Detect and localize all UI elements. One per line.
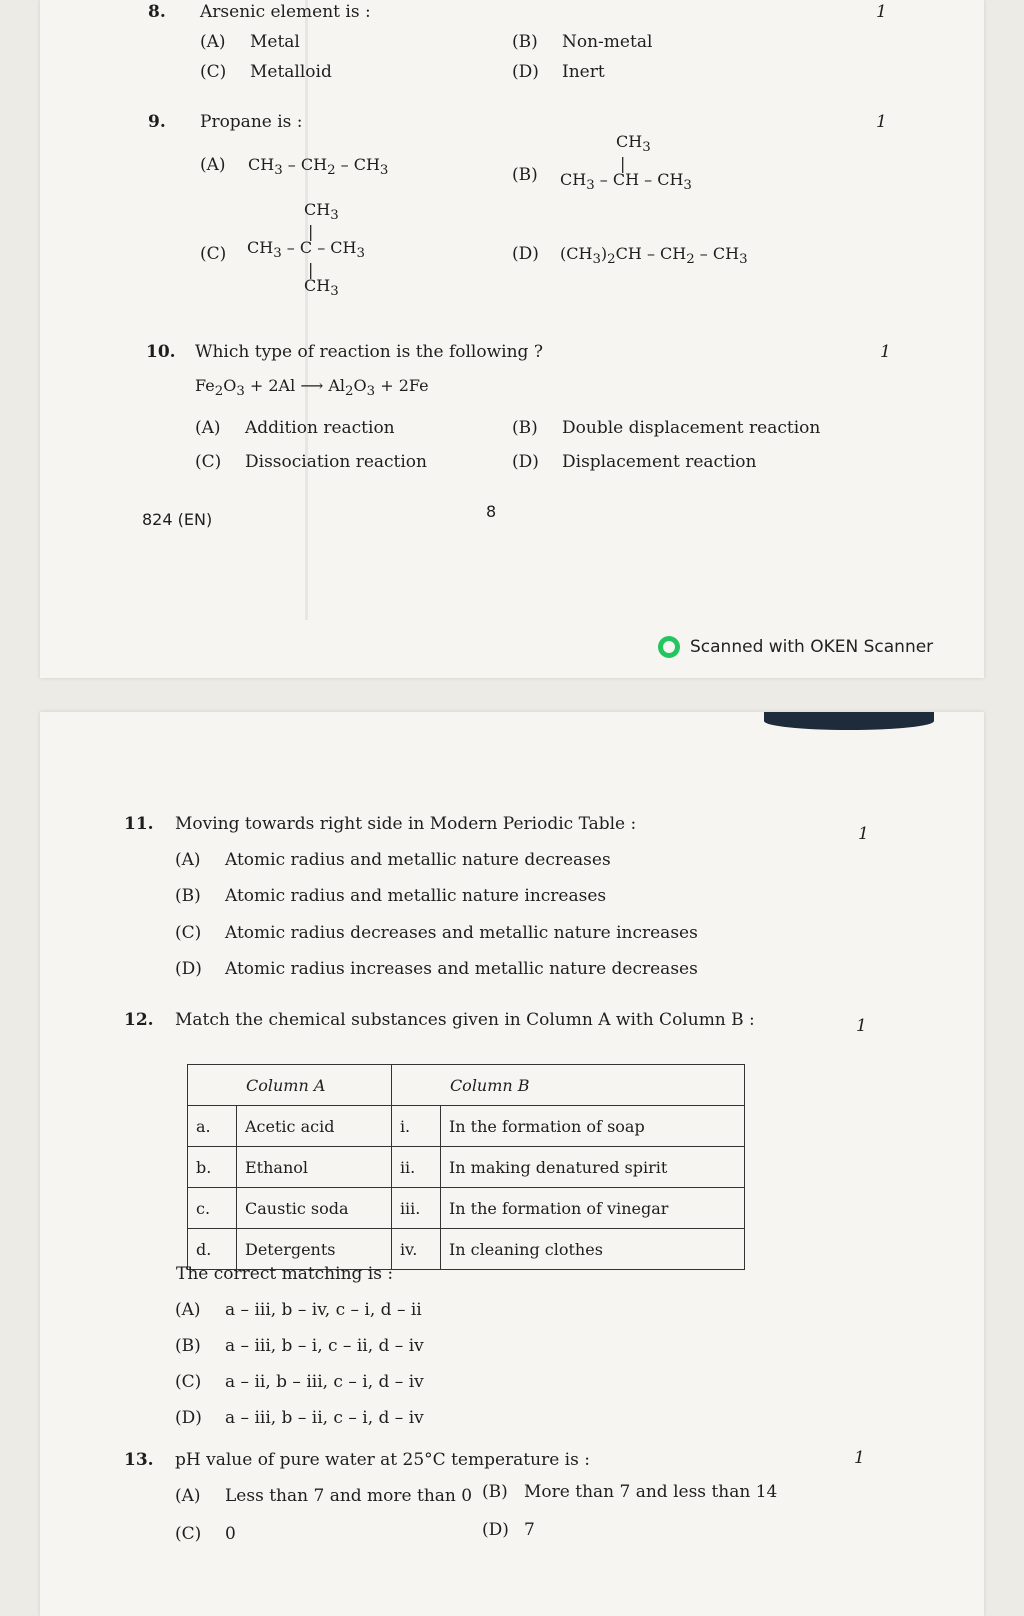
column-a-header: Column A xyxy=(188,1065,392,1106)
question-10-marks: 1 xyxy=(880,342,891,362)
table-row xyxy=(188,1188,745,1229)
question-8-option-a: (A) Metal xyxy=(200,32,300,52)
question-9-option-c-label: (C) xyxy=(200,244,227,264)
table-row xyxy=(188,1147,745,1188)
question-11-text: Moving towards right side in Modern Periodic Table : xyxy=(175,814,637,834)
question-9-option-c-formula: $CH_3$ | $CH_3$ – C – $CH_3$ | $CH_3$ xyxy=(247,200,365,300)
table-row xyxy=(188,1106,745,1147)
question-12-number: 12. xyxy=(124,1010,154,1030)
question-10-option-c: (C) Dissociation reaction xyxy=(195,452,427,472)
question-12-prompt: The correct matching is : xyxy=(176,1264,394,1284)
row-index-a: d. xyxy=(188,1229,237,1270)
question-10-number: 10. xyxy=(146,342,176,362)
question-8-text: Arsenic element is : xyxy=(200,2,371,22)
page-number: 8 xyxy=(486,502,497,521)
column-b-cell: In making denatured spirit xyxy=(440,1147,744,1188)
question-11-option-d: (D) Atomic radius increases and metallic nature decreases xyxy=(175,959,698,979)
question-8-marks: 1 xyxy=(876,2,887,22)
question-10-equation: $Fe_2O_3 + 2Al$ ⟶ $Al_2O_3 + 2Fe$ xyxy=(195,376,429,400)
question-9-option-d-formula: $(CH_3)_2CH - CH_2 - CH_3$ xyxy=(560,244,748,268)
question-10-option-b: (B) Double displacement reaction xyxy=(512,418,821,438)
question-13-option-a: (A) Less than 7 and more than 0 xyxy=(175,1486,473,1506)
question-10-option-a: (A) Addition reaction xyxy=(195,418,395,438)
question-9-option-a-formula: $CH_3 - CH_2 - CH_3$ xyxy=(248,155,389,179)
column-b-cell: In the formation of soap xyxy=(440,1106,744,1147)
column-b-cell: In the formation of vinegar xyxy=(440,1188,744,1229)
question-8-option-d: (D) Inert xyxy=(512,62,605,82)
matching-table xyxy=(187,1064,745,1270)
question-11-number: 11. xyxy=(124,814,154,834)
row-index-b: iv. xyxy=(391,1229,440,1270)
question-11-option-a: (A) Atomic radius and metallic nature decreases xyxy=(175,850,611,870)
question-12-option-c: (C) a – ii, b – iii, c – i, d – iv xyxy=(175,1372,424,1392)
question-9-option-b-formula: $CH_3$ | $CH_3$ – CH – $CH_3$ xyxy=(560,132,692,194)
scan-shadow xyxy=(764,712,934,730)
question-13-number: 13. xyxy=(124,1450,154,1470)
question-9-option-d-label: (D) xyxy=(512,244,539,264)
question-9-option-a-label: (A) xyxy=(200,155,226,175)
table-header-row xyxy=(188,1065,745,1106)
row-index-b: i. xyxy=(391,1106,440,1147)
column-a-cell: Acetic acid xyxy=(237,1106,392,1147)
column-a-cell: Ethanol xyxy=(237,1147,392,1188)
row-index-b: iii. xyxy=(391,1188,440,1229)
scanner-watermark: Scanned with OKEN Scanner xyxy=(658,636,933,658)
question-11-marks: 1 xyxy=(858,824,869,844)
question-13-text: pH value of pure water at 25°C temperature is : xyxy=(175,1450,590,1470)
question-12-marks: 1 xyxy=(856,1016,867,1036)
question-13-option-c: (C) 0 xyxy=(175,1524,236,1544)
question-13-option-b: (B) More than 7 and less than 14 xyxy=(482,1482,778,1502)
question-8-option-b: (B) Non-metal xyxy=(512,32,653,52)
question-10-text: Which type of reaction is the following ? xyxy=(195,342,543,362)
row-index-b: ii. xyxy=(391,1147,440,1188)
question-13-option-d: (D) 7 xyxy=(482,1520,535,1540)
paper-fold xyxy=(305,0,308,620)
scanner-logo-icon xyxy=(658,636,680,658)
question-12-option-b: (B) a – iii, b – i, c – ii, d – iv xyxy=(175,1336,424,1356)
paper-code: 824 (EN) xyxy=(142,510,213,529)
question-9-marks: 1 xyxy=(876,112,887,132)
question-13-marks: 1 xyxy=(854,1448,865,1468)
scanned-page-lower xyxy=(40,712,984,1616)
question-8-number: 8. xyxy=(148,2,166,22)
column-b-header: Column B xyxy=(391,1065,744,1106)
question-12-option-d: (D) a – iii, b – ii, c – i, d – iv xyxy=(175,1408,424,1428)
row-index-a: a. xyxy=(188,1106,237,1147)
question-11-option-b: (B) Atomic radius and metallic nature increases xyxy=(175,886,607,906)
question-9-number: 9. xyxy=(148,112,166,132)
column-a-cell: Detergents xyxy=(237,1229,392,1270)
column-b-cell: In cleaning clothes xyxy=(440,1229,744,1270)
question-12-option-a: (A) a – iii, b – iv, c – i, d – ii xyxy=(175,1300,422,1320)
column-a-cell: Caustic soda xyxy=(237,1188,392,1229)
row-index-a: b. xyxy=(188,1147,237,1188)
question-9-text: Propane is : xyxy=(200,112,303,132)
scanned-page-upper xyxy=(40,0,984,678)
question-9-option-b-label: (B) xyxy=(512,165,538,185)
question-8-option-c: (C) Metalloid xyxy=(200,62,332,82)
question-10-option-d: (D) Displacement reaction xyxy=(512,452,757,472)
question-12-text: Match the chemical substances given in Column A with Column B : xyxy=(175,1010,755,1030)
row-index-a: c. xyxy=(188,1188,237,1229)
question-11-option-c: (C) Atomic radius decreases and metallic nature increases xyxy=(175,923,698,943)
